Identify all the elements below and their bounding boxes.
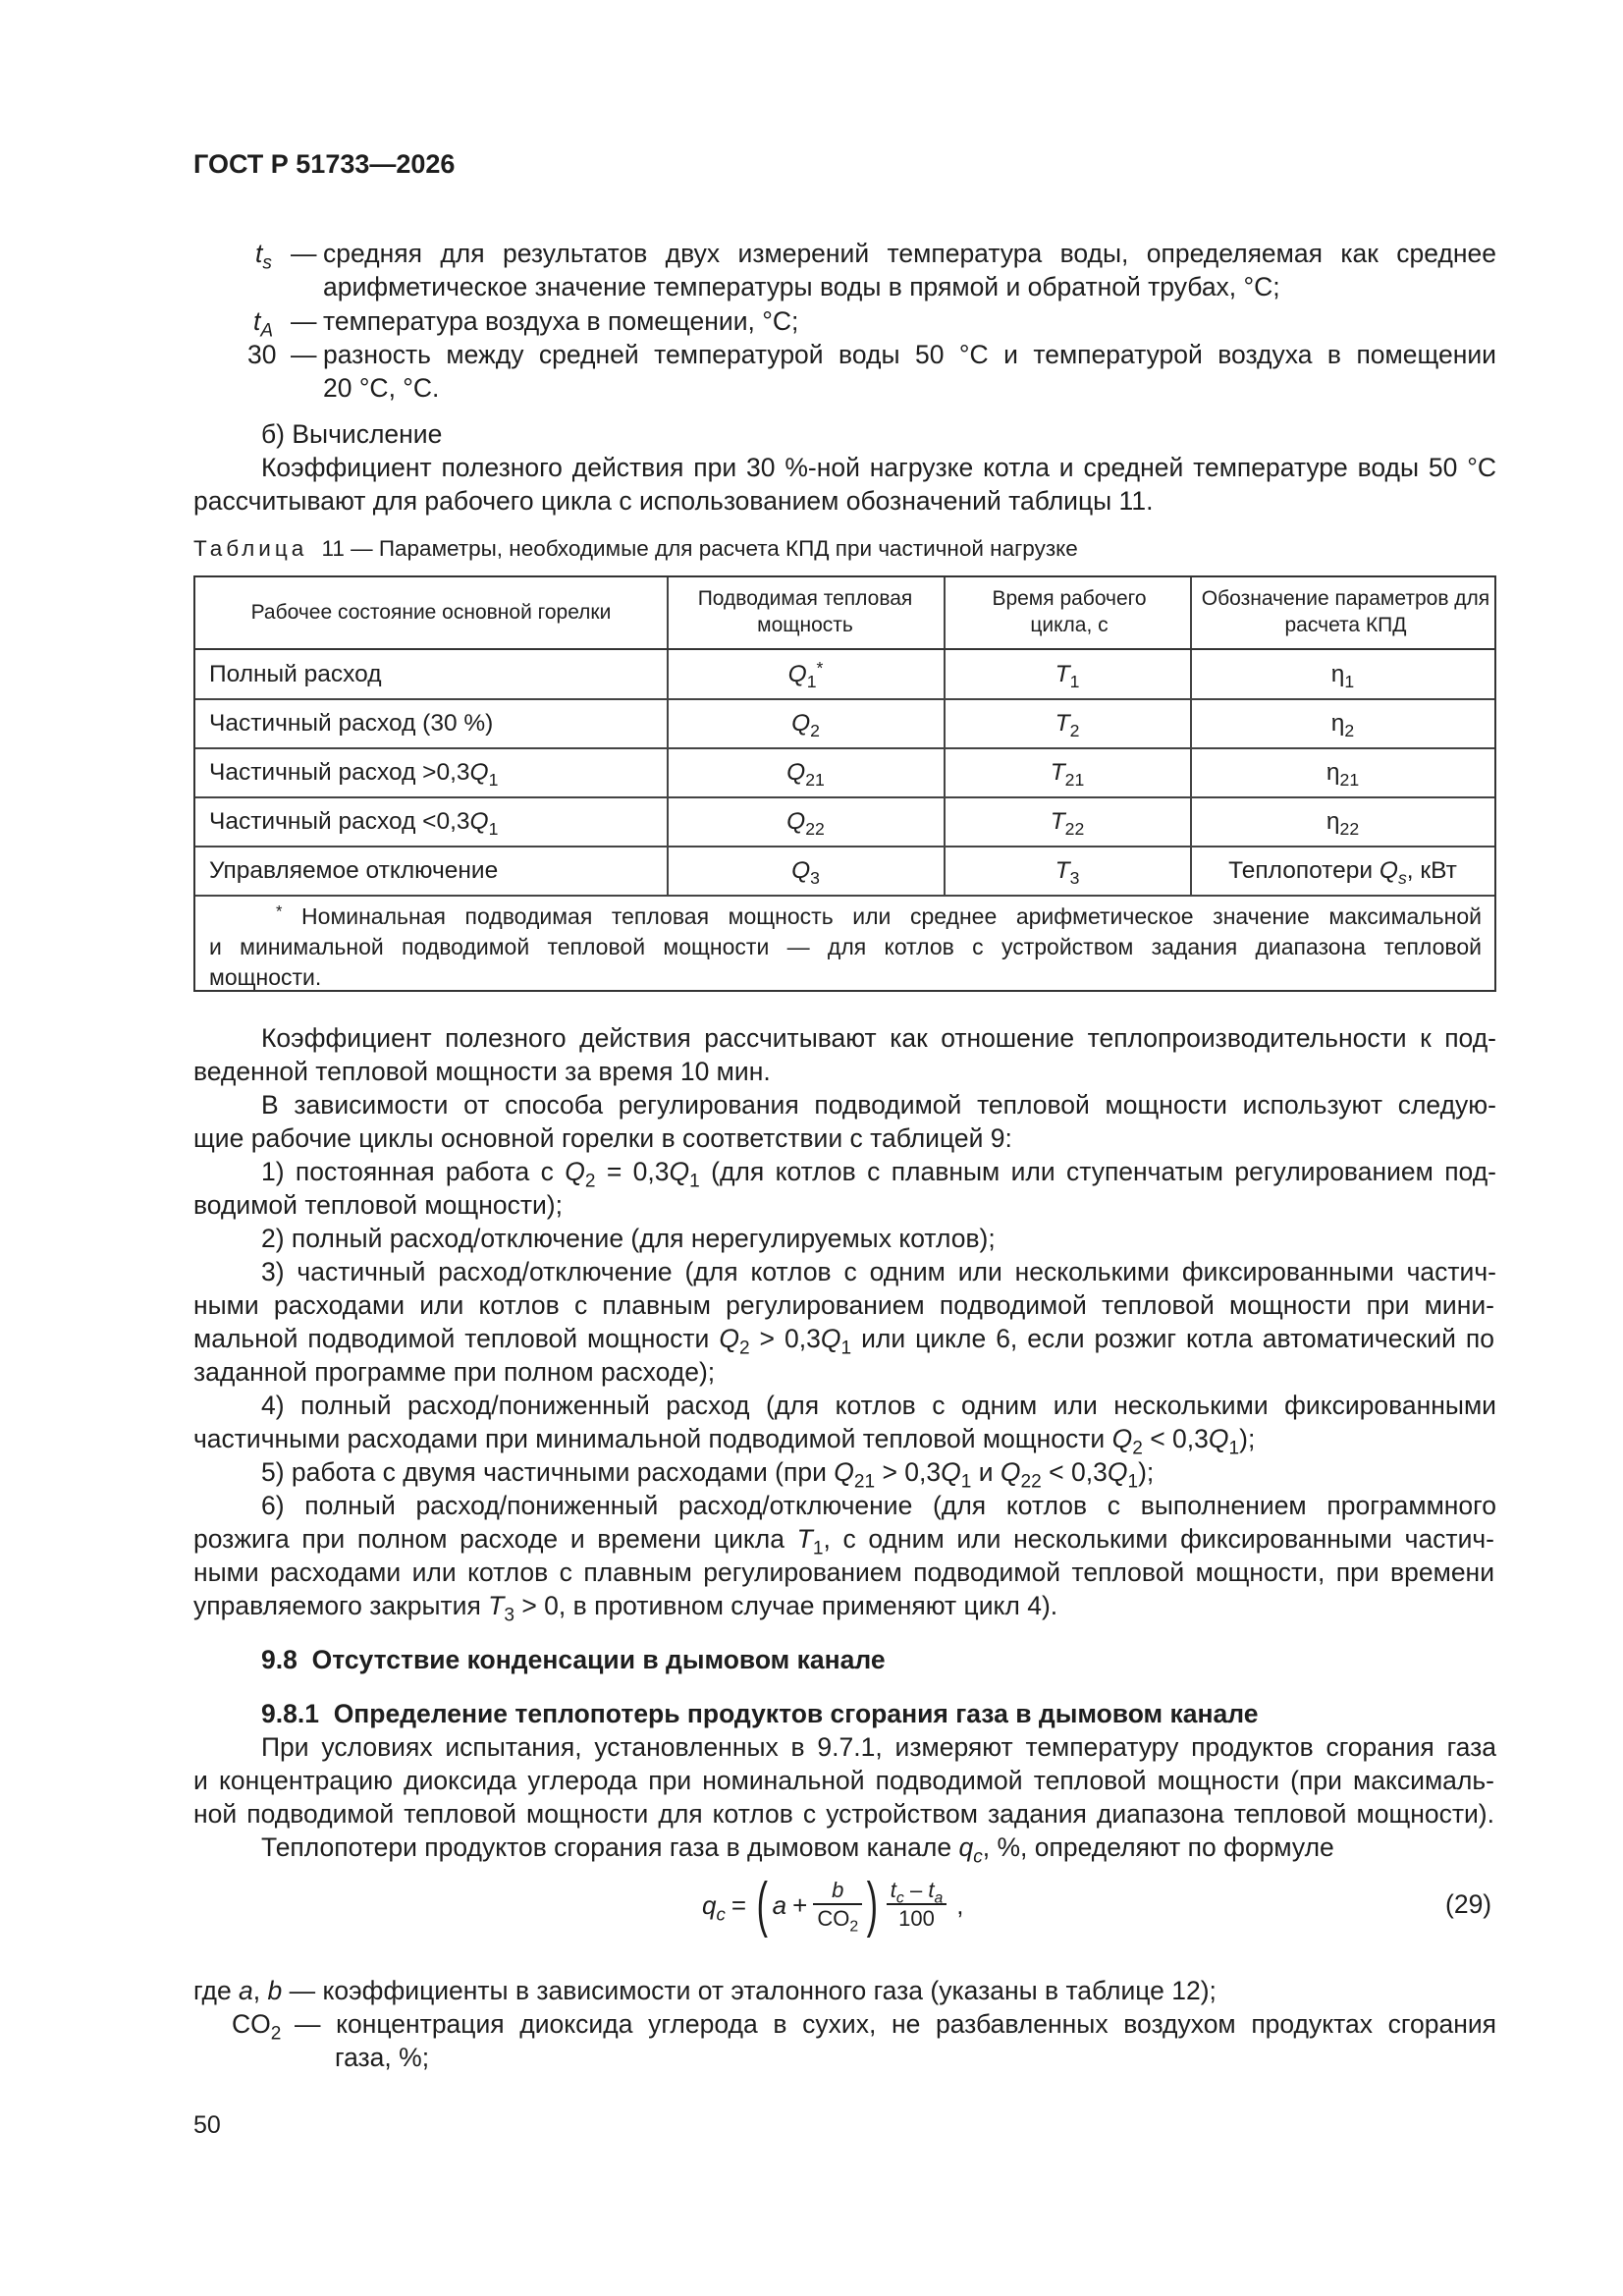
cycle-item-6-line2: розжига при полном расходе и времени цикла $T_1$, с одним или несколькими фиксированными частич- (193, 1524, 1494, 1559)
paragraph-cycles-line1: В зависимости от способа регулирования подводимой тепловой мощности используют следую- (261, 1090, 1496, 1120)
def-text-ts-line2: арифметическое значение температуры воды в прямой и обратной трубах, °C; (323, 272, 1280, 301)
formula-paren-left: ( (756, 1871, 769, 1939)
table-cell-power: $Q_{21}$ (786, 759, 825, 791)
table-caption-text: 11 — Параметры, необходимые для расчета КПД при частичной нагрузке (321, 536, 1078, 561)
table-footnote-line3: мощности. (209, 964, 322, 990)
def-text-tA: температура воздуха в помещении, °C; (323, 306, 799, 336)
table-cell-state: Полный расход (209, 661, 382, 687)
table-cell-param: Теплопотери $Q_s$, кВт (1228, 857, 1457, 889)
def-symbol-ts: $t_s$ (255, 239, 272, 274)
table-header-divider (195, 648, 1494, 650)
table-cell-time: $T_2$ (1055, 710, 1080, 741)
cycle-item-3-line2: ными расходами или котлов с плавным регулированием подводимой тепловой мощности при мини- (193, 1290, 1494, 1320)
cycle-item-1-line1: 1) постоянная работа с $Q_2 = 0,3Q_1$ (для котлов с плавным или ступенчатым регулированием под- (261, 1157, 1496, 1192)
formula-paren-right: ) (866, 1871, 879, 1939)
table-footnote-line1: * Номинальная подводимая тепловая мощность или среднее арифметическое значение максимальной (276, 902, 1483, 929)
formula-29 (702, 1866, 964, 1944)
table-cell-power: $Q_3$ (791, 857, 820, 889)
parameters-table (193, 575, 1496, 992)
section-981-line2: и концентрацию диоксида углерода при номинальной подводимой тепловой мощности (при максималь- (193, 1766, 1494, 1795)
where-co2-line1: — концентрация диоксида углерода в сухих, не разбавленных воздухом продуктах сгорания (295, 2009, 1496, 2039)
formula-number: (29) (1445, 1889, 1492, 1919)
cycle-item-1-line2: водимой тепловой мощности); (193, 1190, 563, 1220)
formula-comma: , (956, 1889, 964, 1920)
paragraph-efficiency-line2: веденной тепловой мощности за время 10 мин. (193, 1057, 771, 1086)
table-footnote-line2: и минимальной подводимой тепловой мощности — для котлов с устройством задания диапазона тепловой (209, 934, 1482, 959)
table-header-params: Обозначение параметров для расчета КПД (1201, 587, 1490, 636)
section-heading-9-8: 9.8 Отсутствие конденсации в дымовом канале (261, 1645, 886, 1674)
cycle-item-3-line4: заданной программе при полном расходе); (193, 1357, 716, 1387)
def-text-30-line2: 20 °C, °C. (323, 373, 440, 403)
section-981-line4: Теплопотери продуктов сгорания газа в дымовом канале $q_c$, %, определяют по формуле (261, 1832, 1334, 1868)
paragraph-efficiency-line1: Коэффициент полезного действия рассчитывают как отношение теплопроизводительности к под- (261, 1023, 1496, 1053)
cycle-item-3-line1: 3) частичный расход/отключение (для котлов с одним или несколькими фиксированными частич- (261, 1257, 1496, 1286)
document-header: ГОСТ Р 51733—2026 (193, 149, 456, 179)
formula-lhs: $q_c$ (702, 1889, 726, 1925)
table-row-divider (195, 895, 1494, 897)
calc-paragraph-line1: Коэффициент полезного действия при 30 %-ной нагрузке котла и средней температуре воды 50 °C (261, 453, 1496, 482)
formula-a: a (772, 1889, 787, 1920)
cycle-item-4-line1: 4) полный расход/пониженный расход (для котлов с одним или несколькими фиксированными (261, 1391, 1496, 1420)
calc-heading: б) Вычисление (261, 419, 443, 449)
table-header-state: Рабочее состояние основной горелки (250, 601, 612, 624)
table-row-divider (195, 846, 1494, 847)
formula-plus: + (792, 1889, 808, 1920)
cycle-item-4-line2: частичными расходами при минимальной подводимой тепловой мощности $Q_2 < 0,3Q_1$); (193, 1424, 1256, 1459)
where-co2-symbol: $CO_2$ (232, 2009, 282, 2045)
table-cell-power: $Q_2$ (791, 710, 820, 741)
formula-fraction-b: $\frac{b}{CO_2}$ (813, 1878, 862, 1933)
formula-eq: = (730, 1889, 747, 1920)
def-text-ts-line1: средняя для результатов двух измерений температура воды, определяемая как среднее (323, 239, 1496, 268)
section-heading-9-8-1: 9.8.1 Определение теплопотерь продуктов сгорания газа в дымовом канале (261, 1699, 1259, 1728)
section-981-line1: При условиях испытания, установленных в 9.7.1, измеряют температуру продуктов сгорания газа (261, 1732, 1496, 1762)
table-header-time: Время рабочего цикла, с (992, 587, 1147, 636)
calc-paragraph-line2: рассчитывают для рабочего цикла с использованием обозначений таблицы 11. (193, 486, 1154, 516)
table-cell-param: $\eta_1$ (1330, 661, 1355, 692)
table-cell-time: $T_1$ (1055, 661, 1080, 692)
section-981-line3: ной подводимой тепловой мощности для котлов с устройством задания диапазона тепловой мощности). (193, 1799, 1494, 1829)
table-caption-word: Таблица (193, 536, 308, 561)
table-header-power: Подводимая тепловая мощность (697, 587, 913, 636)
def-dash: — (291, 306, 317, 336)
def-symbol-tA: $t_A$ (253, 306, 274, 342)
paragraph-cycles-line2: щие рабочие циклы основной горелки в соответствии с таблицей 9: (193, 1123, 1012, 1153)
table-cell-state: Частичный расход $<0,3Q_1$ (209, 808, 499, 840)
def-dash: — (291, 239, 317, 268)
table-cell-state: Управляемое отключение (209, 857, 499, 884)
table-cell-power: $Q_1^*$ (787, 658, 824, 692)
table-cell-time: $T_{21}$ (1050, 759, 1085, 791)
table-row-divider (195, 698, 1494, 700)
table-row-divider (195, 747, 1494, 749)
table-row-divider (195, 796, 1494, 798)
formula-fraction-t: $\frac{t_c - t_a}{100}$ (887, 1878, 947, 1933)
where-co2-line2: газа, %; (335, 2043, 430, 2072)
table-cell-param: $\eta_2$ (1330, 710, 1355, 741)
cycle-item-6-line4: управляемого закрытия $T_3 > 0$, в противном случае применяют цикл 4). (193, 1591, 1058, 1626)
table-cell-state: Частичный расход (30 %) (209, 710, 494, 737)
cycle-item-3-line3: мальной подводимой тепловой мощности $Q_2 > 0,3Q_1$ или цикле 6, если розжиг котла автоматический по (193, 1324, 1494, 1359)
cycle-item-6-line1: 6) полный расход/пониженный расход/отключение (для котлов с выполнением программного (261, 1491, 1496, 1520)
cycle-item-5: 5) работа с двумя частичными расходами (при $Q_{21} > 0,3Q_1$ и $Q_{22} < 0,3Q_1$); (261, 1457, 1155, 1493)
cycle-item-2: 2) полный расход/отключение (для нерегулируемых котлов); (261, 1224, 996, 1253)
table-caption (193, 535, 1078, 563)
table-cell-state: Частичный расход $>0,3Q_1$ (209, 759, 499, 791)
def-symbol-30: 30 (247, 340, 277, 369)
table-cell-time: $T_{22}$ (1050, 808, 1085, 840)
cycle-item-6-line3: ными расходами или котлов с плавным регулированием подводимой тепловой мощности, при времени (193, 1558, 1494, 1587)
def-text-30-line1: разность между средней температурой воды 50 °C и температурой воздуха в помещении (323, 340, 1496, 369)
table-cell-time: $T_3$ (1055, 857, 1080, 889)
where-ab: где a, b — коэффициенты в зависимости от эталонного газа (указаны в таблице 12); (193, 1976, 1217, 2005)
table-cell-param: $\eta_{22}$ (1325, 808, 1360, 840)
def-dash: — (291, 340, 317, 369)
page-number: 50 (193, 2111, 221, 2139)
table-cell-power: $Q_{22}$ (786, 808, 825, 840)
table-cell-param: $\eta_{21}$ (1325, 759, 1360, 791)
